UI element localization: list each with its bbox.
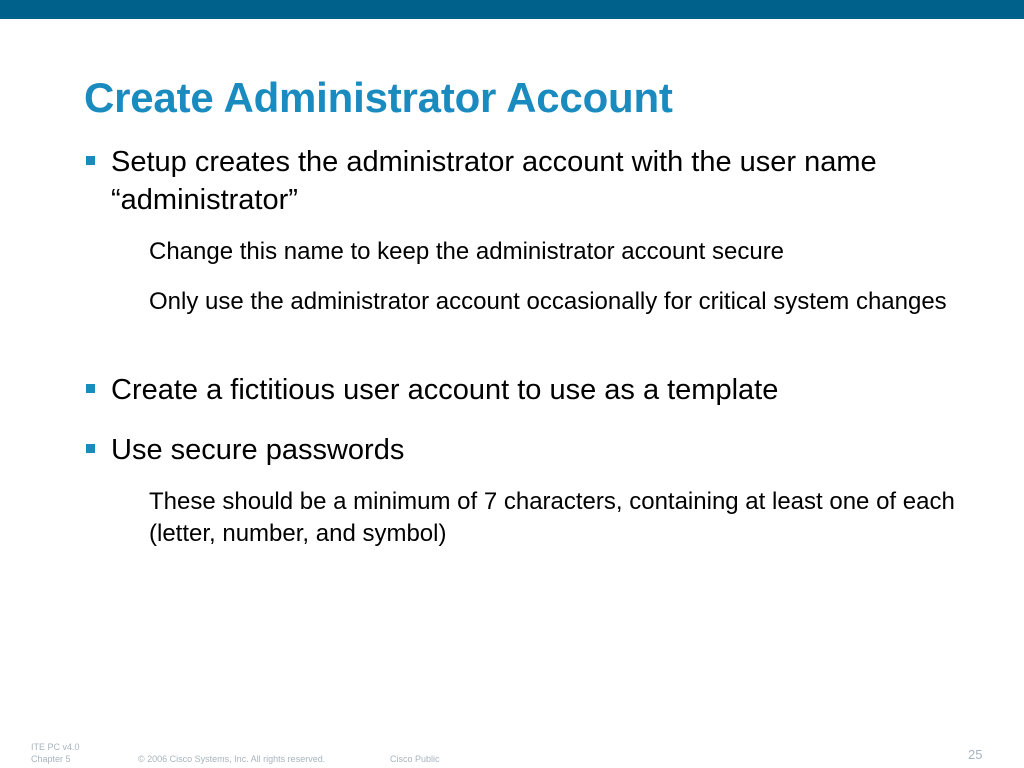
footer-classification: Cisco Public xyxy=(390,754,440,764)
square-bullet-icon xyxy=(86,156,95,165)
page-number: 25 xyxy=(968,747,983,762)
sub-bullet-text: These should be a minimum of 7 characters, containing at least one of each (letter, number, and symbol) xyxy=(149,488,955,547)
footer-chapter: Chapter 5 xyxy=(31,754,71,764)
sub-bullet-text: Only use the administrator account occasionally for critical system changes xyxy=(149,288,947,315)
footer-course: ITE PC v4.0 xyxy=(31,742,80,752)
bullet-text: Use secure passwords xyxy=(111,434,405,466)
slide-title: Create Administrator Account xyxy=(84,74,673,121)
footer-copyright: © 2006 Cisco Systems, Inc. All rights reserved. xyxy=(138,754,326,764)
sub-bullet-text: Change this name to keep the administrator account secure xyxy=(149,238,785,265)
bullet-text: Setup creates the administrator account with the user name “administrator” xyxy=(111,146,877,216)
square-bullet-icon xyxy=(86,384,95,393)
square-bullet-icon xyxy=(86,444,95,453)
top-banner-bar xyxy=(0,0,1024,19)
bullet-text: Create a fictitious user account to use as a template xyxy=(111,374,779,406)
